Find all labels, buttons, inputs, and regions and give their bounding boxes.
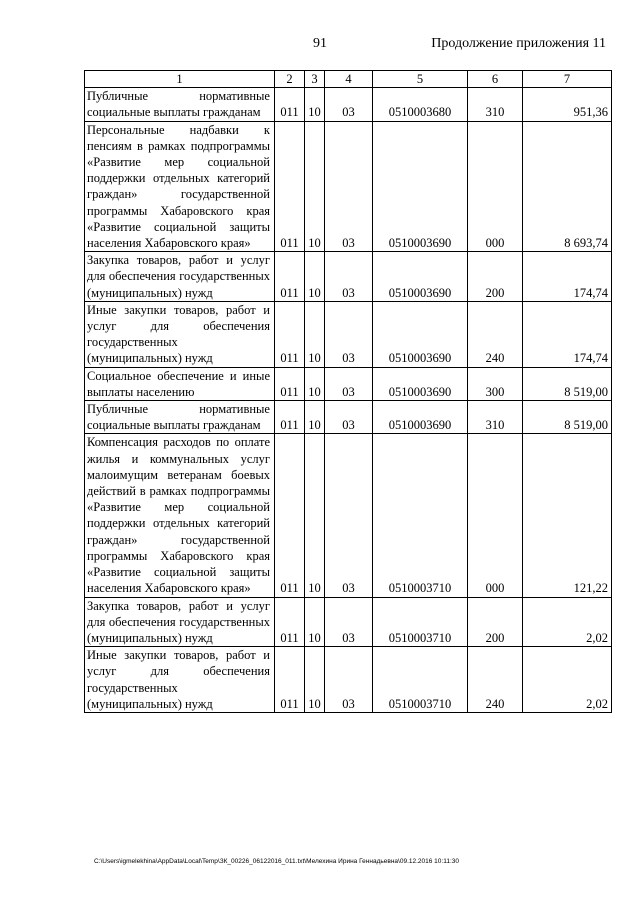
section-code-cell: 10	[305, 252, 325, 302]
target-article-code-cell: 0510003690	[373, 252, 468, 302]
target-article-code-cell: 0510003690	[373, 401, 468, 434]
page-number: 91	[313, 36, 327, 51]
amount-cell: 174,74	[523, 252, 612, 302]
subsection-code-cell: 03	[325, 401, 373, 434]
expense-type-code-cell: 200	[468, 597, 523, 647]
target-article-code-cell: 0510003710	[373, 597, 468, 647]
column-header: 1	[85, 71, 275, 88]
expense-type-code-cell: 310	[468, 88, 523, 121]
expense-name-cell: Закупка товаров, работ и услуг для обеспечения государственных (муниципальных) нужд	[85, 597, 275, 647]
column-number-row	[85, 71, 612, 88]
expense-type-code-cell: 200	[468, 252, 523, 302]
amount-cell: 121,22	[523, 434, 612, 597]
ministry-code-cell: 011	[275, 647, 305, 713]
expense-name-cell: Публичные нормативные социальные выплаты гражданам	[85, 88, 275, 121]
ministry-code-cell: 011	[275, 434, 305, 597]
target-article-code-cell: 0510003710	[373, 647, 468, 713]
target-article-code-cell: 0510003710	[373, 434, 468, 597]
section-code-cell: 10	[305, 647, 325, 713]
expense-name-cell: Персональные надбавки к пенсиям в рамках подпрограммы «Развитие мер социальной поддержки отдельных категорий граждан» государственной программы Хабаровского края «Развитие социальной защиты населения Хабаровского края»	[85, 121, 275, 252]
ministry-code-cell: 011	[275, 367, 305, 400]
target-article-code-cell: 0510003690	[373, 367, 468, 400]
section-code-cell: 10	[305, 597, 325, 647]
column-header: 3	[305, 71, 325, 88]
amount-cell: 8 519,00	[523, 401, 612, 434]
subsection-code-cell: 03	[325, 597, 373, 647]
expense-name-cell: Социальное обеспечение и иные выплаты населению	[85, 367, 275, 400]
expense-name-cell: Публичные нормативные социальные выплаты гражданам	[85, 401, 275, 434]
column-header: 2	[275, 71, 305, 88]
ministry-code-cell: 011	[275, 401, 305, 434]
continuation-title: Продолжение приложения 11	[431, 36, 606, 51]
amount-cell: 2,02	[523, 597, 612, 647]
expense-type-code-cell: 300	[468, 367, 523, 400]
table-row	[85, 121, 612, 252]
column-header: 6	[468, 71, 523, 88]
expense-name-cell: Закупка товаров, работ и услуг для обеспечения государственных (муниципальных) нужд	[85, 252, 275, 302]
budget-table	[84, 70, 612, 713]
amount-cell: 951,36	[523, 88, 612, 121]
section-code-cell: 10	[305, 121, 325, 252]
subsection-code-cell: 03	[325, 367, 373, 400]
expense-type-code-cell: 310	[468, 401, 523, 434]
subsection-code-cell: 03	[325, 252, 373, 302]
target-article-code-cell: 0510003690	[373, 301, 468, 367]
ministry-code-cell: 011	[275, 121, 305, 252]
target-article-code-cell: 0510003690	[373, 121, 468, 252]
expense-type-code-cell: 240	[468, 647, 523, 713]
amount-cell: 2,02	[523, 647, 612, 713]
subsection-code-cell: 03	[325, 647, 373, 713]
table-row	[85, 434, 612, 597]
ministry-code-cell: 011	[275, 301, 305, 367]
section-code-cell: 10	[305, 367, 325, 400]
table-row	[85, 401, 612, 434]
table-row	[85, 88, 612, 121]
table-row	[85, 301, 612, 367]
target-article-code-cell: 0510003680	[373, 88, 468, 121]
table-row	[85, 597, 612, 647]
section-code-cell: 10	[305, 401, 325, 434]
subsection-code-cell: 03	[325, 88, 373, 121]
expense-name-cell: Компенсация расходов по оплате жилья и коммунальных услуг малоимущим ветеранам боевых действий в рамках подпрограммы «Развитие мер социальной поддержки отдельных категорий граждан» государственной программы Хабаровского края «Развитие социальной защиты населения Хабаровского края»	[85, 434, 275, 597]
expense-type-code-cell: 240	[468, 301, 523, 367]
ministry-code-cell: 011	[275, 597, 305, 647]
amount-cell: 174,74	[523, 301, 612, 367]
amount-cell: 8 519,00	[523, 367, 612, 400]
section-code-cell: 10	[305, 434, 325, 597]
subsection-code-cell: 03	[325, 121, 373, 252]
table-row	[85, 367, 612, 400]
column-header: 4	[325, 71, 373, 88]
subsection-code-cell: 03	[325, 434, 373, 597]
column-header: 7	[523, 71, 612, 88]
expense-type-code-cell: 000	[468, 434, 523, 597]
ministry-code-cell: 011	[275, 252, 305, 302]
section-code-cell: 10	[305, 88, 325, 121]
table-row	[85, 252, 612, 302]
expense-name-cell: Иные закупки товаров, работ и услуг для обеспечения государственных (муниципальных) нужд	[85, 647, 275, 713]
expense-name-cell: Иные закупки товаров, работ и услуг для обеспечения государственных (муниципальных) нужд	[85, 301, 275, 367]
column-header: 5	[373, 71, 468, 88]
footer-file-path: C:\Users\igmelekhina\AppData\Local\Temp\ЗК_00226_06122016_011.txt\Мелехина Ирина Геннадьевна\09.12.2016 10:11:30	[94, 858, 459, 865]
ministry-code-cell: 011	[275, 88, 305, 121]
subsection-code-cell: 03	[325, 301, 373, 367]
amount-cell: 8 693,74	[523, 121, 612, 252]
section-code-cell: 10	[305, 301, 325, 367]
expense-type-code-cell: 000	[468, 121, 523, 252]
table-row	[85, 647, 612, 713]
